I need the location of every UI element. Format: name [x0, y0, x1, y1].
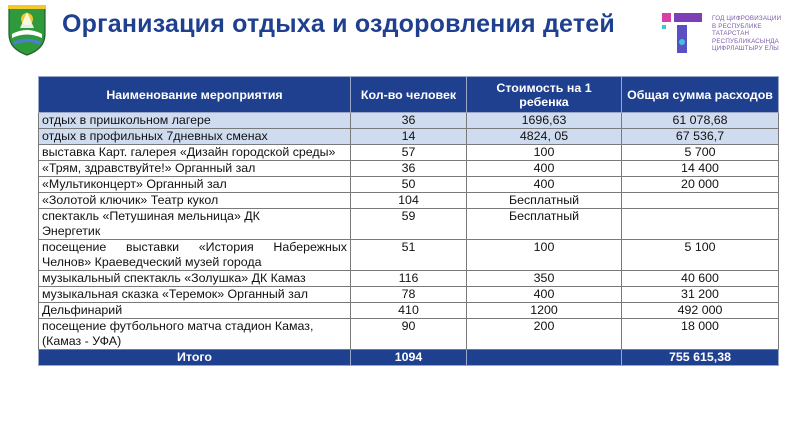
cell-total: 14 400: [622, 161, 779, 177]
brand-line: ГОД ЦИФРОВИЗАЦИИ: [712, 15, 782, 22]
cell-count: 78: [351, 287, 467, 303]
cell-count: 36: [351, 161, 467, 177]
cell-count: 14: [351, 129, 467, 145]
brand-line: РЕСПУБЛИКАСЫНДА: [712, 37, 779, 45]
total-label: Итого: [39, 350, 351, 366]
cell-name: «Золотой ключик» Театр кукол: [39, 193, 351, 209]
cell-total: 5 700: [622, 145, 779, 161]
cell-count: 104: [351, 193, 467, 209]
cell-count: 51: [351, 240, 467, 271]
brand-line: ТАТАРСТАН: [712, 30, 750, 38]
cell-name: посещение футбольного матча стадион Камаз, (Камаз - УФА): [39, 319, 351, 350]
cell-cost: 200: [467, 319, 622, 350]
cell-count: 50: [351, 177, 467, 193]
cell-cost: 1696,63: [467, 113, 622, 129]
cell-name: музыкальный спектакль «Золушка» ДК Камаз: [39, 271, 351, 287]
cell-count: 116: [351, 271, 467, 287]
total-count: 1094: [351, 350, 467, 366]
table-row: [39, 209, 779, 240]
city-coat-of-arms-icon: [6, 4, 48, 56]
cell-name: отдых в пришкольном лагере: [39, 113, 351, 129]
table-row: [39, 303, 779, 319]
cell-count: 36: [351, 113, 467, 129]
events-table: [38, 76, 779, 366]
table-row: [39, 129, 779, 145]
table-row: [39, 287, 779, 303]
cell-total: [622, 209, 779, 240]
cell-total: 492 000: [622, 303, 779, 319]
cell-name: выставка Карт. галерея «Дизайн городской среды»: [39, 145, 351, 161]
cell-name: посещение выставки «История Набережных Челнов» Краеведческий музей города: [39, 240, 351, 271]
table-row: [39, 161, 779, 177]
table-row: [39, 240, 779, 271]
brand-line: ЦИФРЛАШТЫРУ ЕЛЫ: [712, 45, 779, 53]
table-row: [39, 193, 779, 209]
cell-cost: Бесплатный: [467, 193, 622, 209]
cell-cost: 100: [467, 240, 622, 271]
column-header-name: Наименование мероприятия: [39, 77, 351, 113]
page-title: Организация отдыха и оздоровления детей: [62, 10, 615, 38]
column-header-count: Кол-во человек: [351, 77, 467, 113]
cell-count: 57: [351, 145, 467, 161]
brand-text: [712, 15, 781, 53]
cell-cost: 1200: [467, 303, 622, 319]
cell-count: 410: [351, 303, 467, 319]
cell-total: 67 536,7: [622, 129, 779, 145]
cell-cost: 100: [467, 145, 622, 161]
cell-name: «Трям, здравствуйте!» Органный зал: [39, 161, 351, 177]
cell-cost: 400: [467, 161, 622, 177]
digitalization-year-logo-icon: [660, 10, 704, 56]
cell-total: 40 600: [622, 271, 779, 287]
cell-name: Дельфинарий: [39, 303, 351, 319]
column-header-cost: Стоимость на 1 ребенка: [467, 77, 622, 113]
table-row: [39, 271, 779, 287]
cell-total: 61 078,68: [622, 113, 779, 129]
table-row: [39, 319, 779, 350]
table-header-row: [39, 77, 779, 113]
cell-cost: Бесплатный: [467, 209, 622, 240]
cell-name: отдых в профильных 7дневных сменах: [39, 129, 351, 145]
cell-cost: 400: [467, 177, 622, 193]
table-row: [39, 145, 779, 161]
total-row: [39, 350, 779, 366]
digitalization-year-brand: [660, 10, 796, 56]
cell-total: 20 000: [622, 177, 779, 193]
cell-total: 18 000: [622, 319, 779, 350]
cell-total: 5 100: [622, 240, 779, 271]
cell-count: 59: [351, 209, 467, 240]
cell-name: «Мультиконцерт» Органный зал: [39, 177, 351, 193]
cell-name: музыкальная сказка «Теремок» Органный зал: [39, 287, 351, 303]
table-row: [39, 177, 779, 193]
total-cost: [467, 350, 622, 366]
cell-total: [622, 193, 779, 209]
cell-name: спектакль «Петушиная мельница» ДК Энергетик: [39, 209, 351, 240]
cell-total: 31 200: [622, 287, 779, 303]
cell-cost: 4824, 05: [467, 129, 622, 145]
brand-line: В РЕСПУБЛИКЕ: [712, 22, 762, 30]
cell-cost: 400: [467, 287, 622, 303]
total-sum: 755 615,38: [622, 350, 779, 366]
column-header-total: Общая сумма расходов: [622, 77, 779, 113]
cell-count: 90: [351, 319, 467, 350]
table-row: [39, 113, 779, 129]
cell-cost: 350: [467, 271, 622, 287]
